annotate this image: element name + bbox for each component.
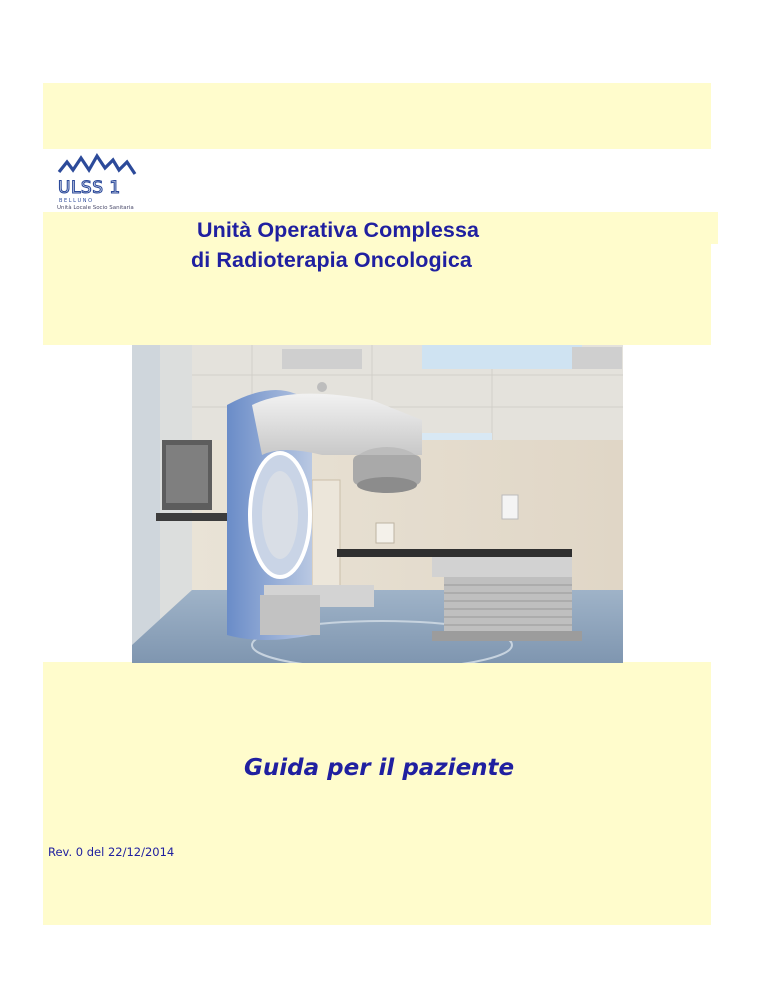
ulss-logo-mark [57, 152, 137, 206]
bottom-band [43, 662, 711, 925]
page-title-line-2: di Radioterapia Oncologica [191, 248, 472, 272]
page-title-line-1: Unità Operativa Complessa [197, 218, 480, 242]
logo-name: ULSS 1 [58, 178, 121, 198]
logo-tagline: Unità Locale Socio Sanitaria [57, 205, 134, 211]
revision-note: Rev. 0 del 22/12/2014 [48, 845, 175, 859]
linac-room-photo [132, 345, 623, 663]
linac-room-illustration [132, 345, 623, 663]
document-subtitle: Guida per il paziente [244, 755, 515, 781]
ulss-logo [57, 152, 137, 214]
title-band-notch [711, 244, 718, 345]
top-band [43, 83, 711, 149]
logo-city: B E L L U N O [59, 198, 93, 204]
